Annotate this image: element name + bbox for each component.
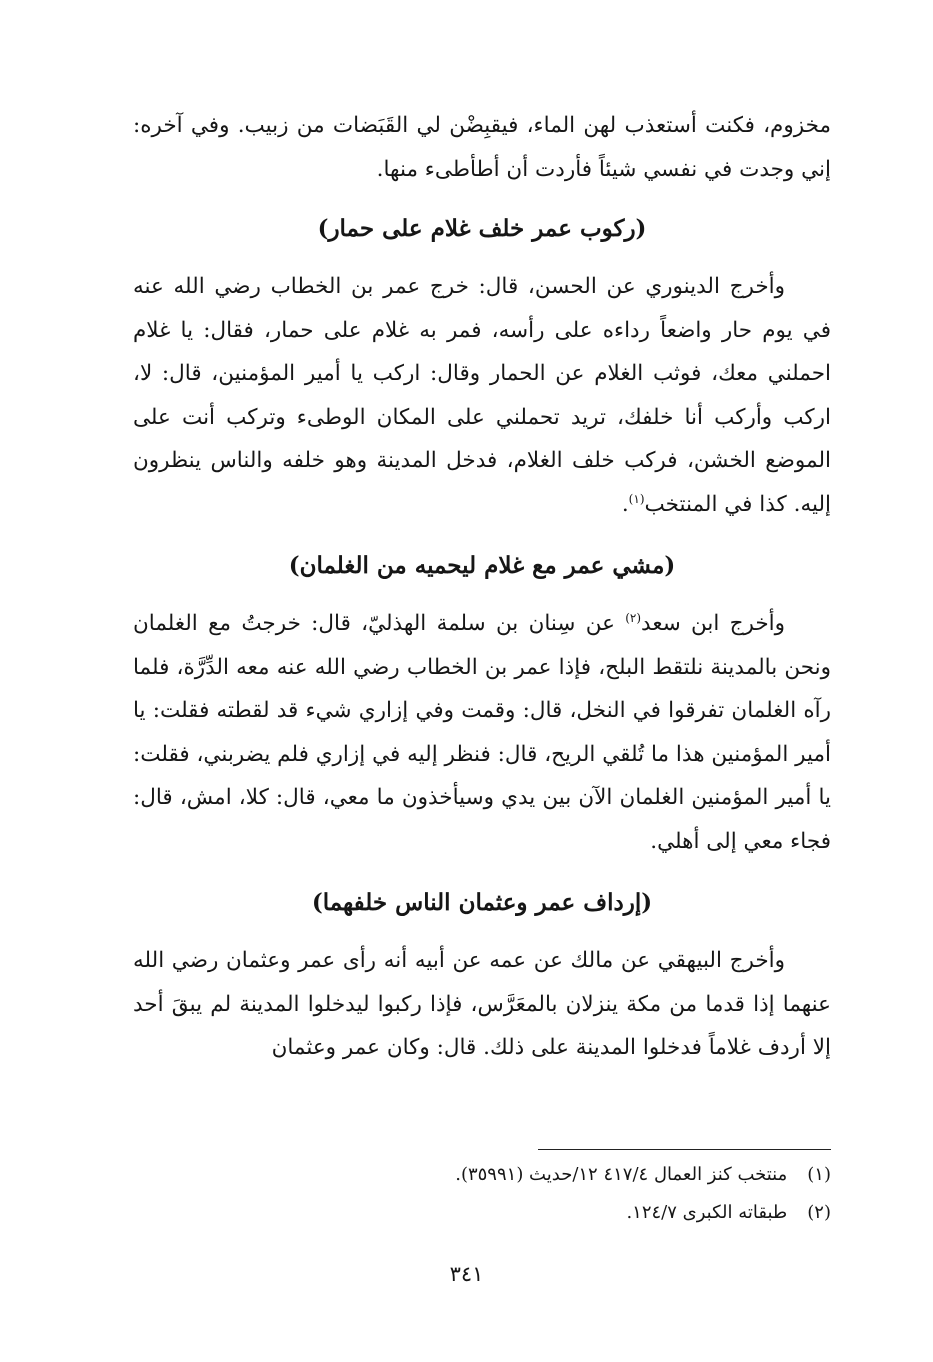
- paragraph-bayhaqi: [133, 939, 831, 1070]
- section-heading-3: (إرداف عمر وعثمان الناس خلفهما): [311, 889, 653, 916]
- footnote-number: (١): [807, 1164, 831, 1185]
- footnote-2: [133, 1194, 831, 1232]
- footnotes: [133, 1156, 831, 1232]
- paragraph-continuation: [133, 104, 831, 191]
- paragraph-dinawari: [133, 265, 831, 526]
- footnote-text: منتخب كنز العمال ٤١٧/٤ ١٢/حديث (٣٥٩٩١).: [455, 1164, 788, 1185]
- paragraph-ibn-saad: [133, 602, 831, 863]
- paragraph-text: مخزوم، فكنت أستعذب لهن الماء، فيقبِضْن لي القَبَضات من زبيب. وفي آخره: إني وجدت في نفسي شيئاً فأردت أن أطأطىء منها.: [133, 113, 831, 182]
- paragraph-tail: .: [621, 491, 629, 517]
- footnote-divider: [538, 1149, 831, 1150]
- footnote-marker-2: (٢): [625, 610, 642, 625]
- section-heading-2: (مشي عمر مع غلام ليحميه من الغلمان): [288, 552, 676, 579]
- paragraph-text: وأخرج البيهقي عن مالك عن عمه عن أبيه أنه رأى عمر وعثمان رضي الله عنهما إذا قدما من مكة ينزلان بالمعَرَّس، فإذا ركبوا ليدخلوا المدينة لم يبقَ أحد إلا أردف غلاماً فدخلوا المدينة على ذلك. قال: وكان عمر وعثمان: [133, 948, 831, 1060]
- main-text: [133, 104, 831, 1070]
- footnote-1: [133, 1156, 831, 1194]
- footnote-number: (٢): [807, 1202, 831, 1223]
- section-heading-1: (ركوب عمر خلف غلام على حمار): [317, 215, 647, 242]
- page-number: ٣٤١: [449, 1262, 484, 1286]
- paragraph-text: وأخرج ابن سعد: [641, 611, 785, 636]
- paragraph-text: وأخرج الدينوري عن الحسن، قال: خرج عمر بن الخطاب رضي الله عنه في يوم حار واضعاً رداءه على رأسه، فمر به غلام على حمار، فقال: يا غلام احملني معك، فوثب الغلام عن الحمار وقال: اركب يا أمير المؤمنين، قال: لا، اركب وأركب أنا خلفك، تريد تحملني على المكان الوطىء وتركب أنت على الموضع الخشن، فركب خلف الغلام، فدخل المدينة وهو خلفه والناس ينظرون إليه. كذا في المنتخب: [133, 274, 831, 517]
- footnote-text: طبقاته الكبرى ١٢٤/٧.: [626, 1202, 788, 1223]
- footnote-marker-1: (١): [628, 491, 645, 506]
- paragraph-tail: عن سِنان بن سلمة الهذليّ، قال: خرجتُ مع الغلمان ونحن بالمدينة نلتقط البلح، فإذا عمر بن الخطاب رضي الله عنه معه الدِّرَّة، فلما رآه الغلمان تفرقوا في النخل، قال: وقمت وفي إزاري شيء قد لقطته فقلت: يا أمير المؤمنين هذا ما تُلقي الريح، قال: فنظر إليه في إزاري فلم يضربني، فقلت: يا أمير المؤمنين الغلمان الآن بين يدي وسيأخذون ما معي، قال: كلا، امش، قال: فجاء معي إلى أهلي.: [133, 611, 831, 854]
